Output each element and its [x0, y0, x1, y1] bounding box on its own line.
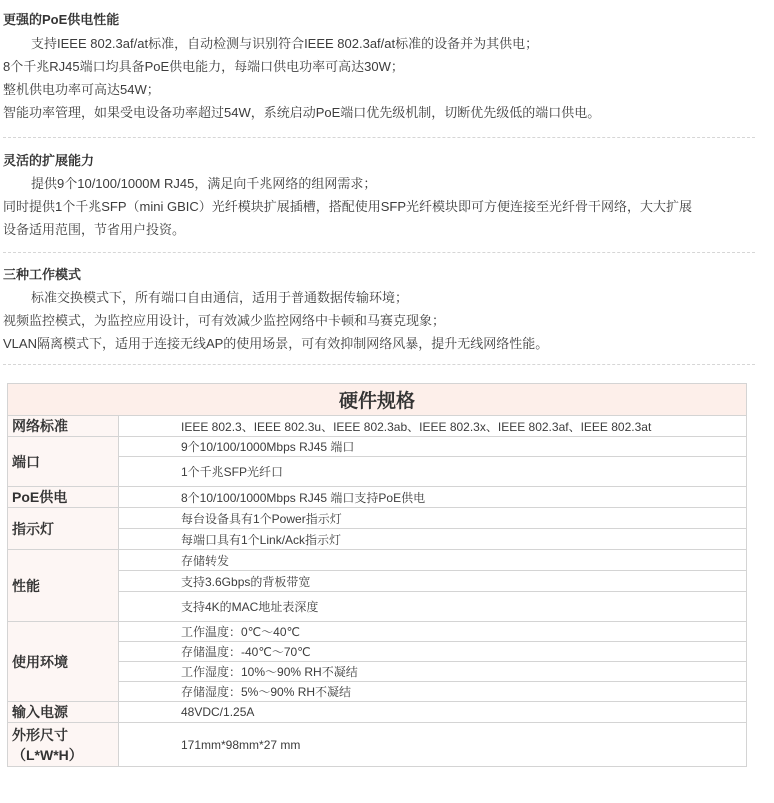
spec-label-dimensions-main: 外形尺寸 [12, 726, 68, 743]
section-line: VLAN隔离模式下，适用于连接无线AP的使用场景，可有效抑制网络风暴，提升无线网络性能。 [3, 336, 549, 351]
section-title: 更强的PoE供电性能 [3, 12, 120, 27]
section-expansion [3, 138, 755, 253]
spec-value: 支持4K的MAC地址表深度 [119, 592, 747, 622]
section-line: 整机供电功率可高达54W； [3, 82, 160, 97]
section-poe [3, 0, 755, 138]
section-title: 灵活的扩展能力 [3, 153, 95, 168]
spec-value: 9个10/100/1000Mbps RJ45 端口 [119, 437, 747, 457]
spec-value: 1个千兆SFP光纤口 [119, 457, 747, 487]
section-line: 智能功率管理，如果受电设备功率超过54W，系统启动PoE端口优先级机制，切断优先级低的端口供电。 [3, 105, 601, 120]
spec-value: 存储转发 [119, 550, 747, 571]
spec-label-environment: 使用环境 [8, 622, 119, 702]
spec-value: 存储湿度：5%～90% RH不凝结 [119, 682, 747, 702]
spec-value: 工作湿度：10%～90% RH不凝结 [119, 662, 747, 682]
section-line: 设备适用范围，节省用户投资。 [3, 222, 186, 237]
spec-label-ports: 端口 [8, 437, 119, 487]
spec-table-title: 硬件规格 [8, 384, 747, 416]
hardware-spec-table [7, 383, 747, 767]
spec-label-dimensions-sub: （L*W*H） [12, 746, 83, 763]
section-line: 支持IEEE 802.3af/at标准，自动检测与识别符合IEEE 802.3af/at标准的设备并为其供电； [31, 36, 539, 51]
spec-label-indicators: 指示灯 [8, 508, 119, 550]
spec-value: 每台设备具有1个Power指示灯 [119, 508, 747, 529]
spec-value: 存储温度：-40℃～70℃ [119, 642, 747, 662]
spec-label-network-standard: 网络标准 [8, 416, 119, 437]
section-line: 同时提供1个千兆SFP（mini GBIC）光纤模块扩展插槽，搭配使用SFP光纤模块即可方便连接至光纤骨干网络，大大扩展 [3, 199, 693, 214]
spec-label-performance: 性能 [8, 550, 119, 622]
section-modes [3, 253, 755, 365]
spec-value: 171mm*98mm*27 mm [119, 723, 747, 767]
spec-value: 每端口具有1个Link/Ack指示灯 [119, 529, 747, 550]
spec-value: 48VDC/1.25A [119, 702, 747, 723]
spec-value: 工作温度：0℃～40℃ [119, 622, 747, 642]
section-line: 8个千兆RJ45端口均具备PoE供电能力，每端口供电功率可高达30W； [3, 59, 404, 74]
spec-value: IEEE 802.3、IEEE 802.3u、IEEE 802.3ab、IEEE 802.3x、IEEE 802.3af、IEEE 802.3at [119, 416, 747, 437]
spec-value: 8个10/100/1000Mbps RJ45 端口支持PoE供电 [119, 487, 747, 508]
section-line: 标准交换模式下，所有端口自由通信，适用于普通数据传输环境； [31, 290, 409, 305]
spec-label-power-input: 输入电源 [8, 702, 119, 723]
spec-label-poe: PoE供电 [8, 487, 119, 508]
spec-value: 支持3.6Gbps的背板带宽 [119, 571, 747, 592]
section-line: 提供9个10/100/1000M RJ45，满足向千兆网络的组网需求； [31, 176, 377, 191]
spec-label-dimensions [8, 723, 119, 767]
section-line: 视频监控模式，为监控应用设计，可有效减少监控网络中卡顿和马赛克现象； [3, 313, 446, 328]
section-title: 三种工作模式 [3, 267, 82, 282]
